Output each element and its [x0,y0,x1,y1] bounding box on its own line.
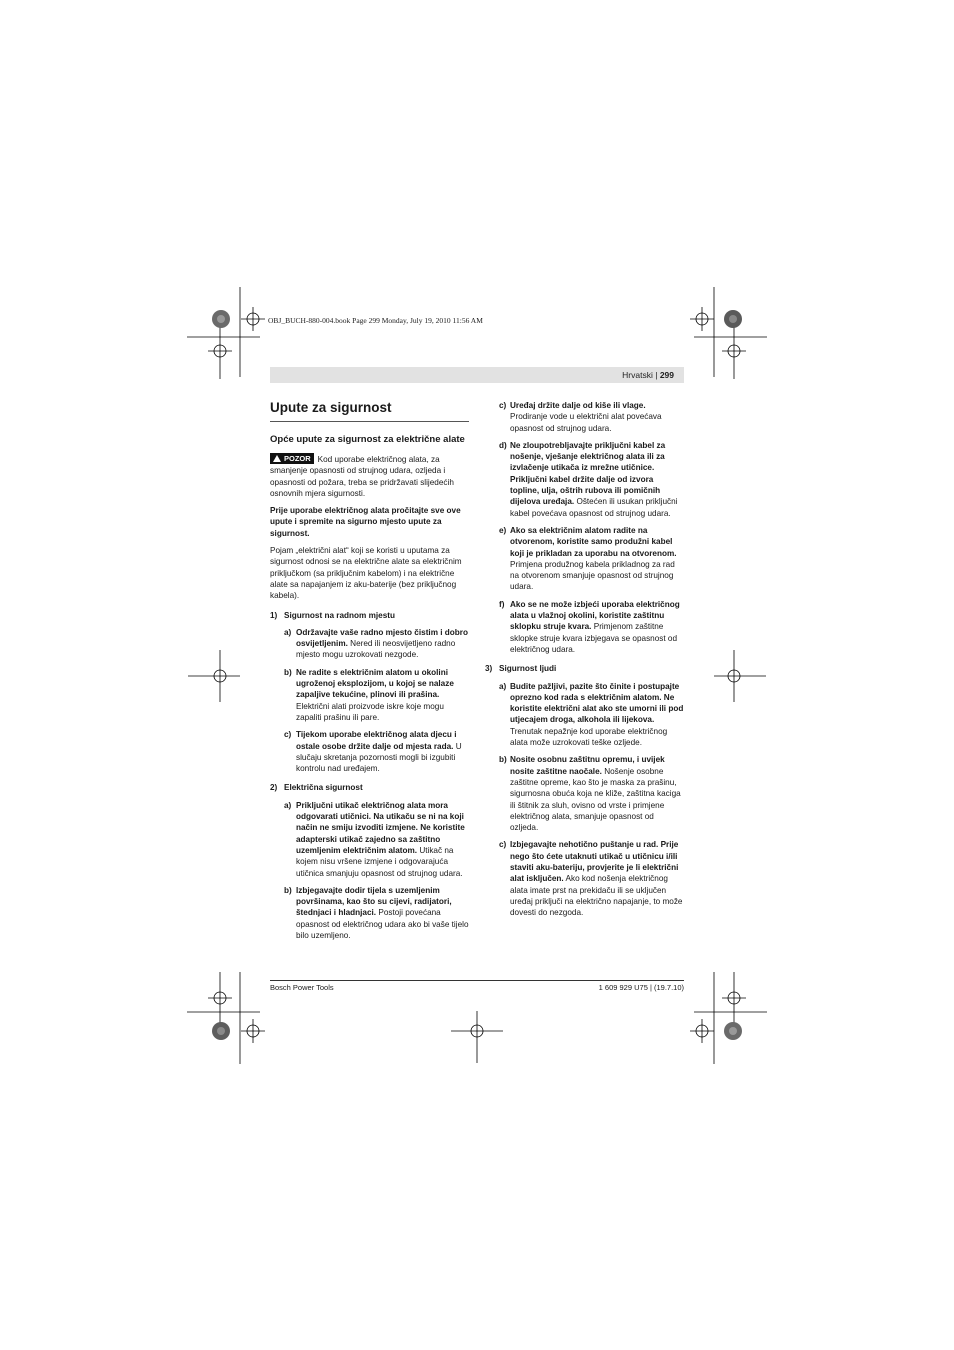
section-2-heading: 2) Električna sigurnost [270,783,363,793]
section-heading: Opće upute za sigurnost za električne alate [270,434,465,445]
warning-paragraph: POZOR Kod uporabe električnog alata, za smanjenje opasnosti od strujnog udara, ozljeda i opasnosti od požara, treba se pridržavati slijedećih osnovnih mjera sigurnosti. [270,454,454,498]
section-1-heading: 1) Sigurnost na radnom mjestu [270,610,395,620]
page-number: 299 [659,370,674,380]
page-title: Upute za sigurnost [270,400,392,415]
print-info-line: OBJ_BUCH-880-004.book Page 299 Monday, July 19, 2010 11:56 AM [268,316,483,325]
list-item: d) Ne zloupotrebljavajte priključni kabel za nošenje, vješanje električnog alata ili za izvlačenje utikača iz mrežne utičnice. Priključni kabel držite dalje od izvora topline, ulja, oštrih rubova ili pomičnih dijelova uređaja. Oštećen ili usukan priključni kabel povećava opasnost od strujnog udara. [499,440,678,518]
header-separator: | [655,370,658,380]
list-item: b) Ne radite s električnim alatom u okolini ugroženoj eksplozijom, u kojoj se nalaze zapaljive tekućine, plinovi ili prašina. Električni alati proizvode iskre koje mogu zapaliti prašinu ili pare. [284,667,454,722]
footer-docnumber: 1 609 929 U75 | (19.7.10) [598,983,684,992]
list-item: c) Izbjegavajte nehotično puštanje u rad. Prije nego što ćete utaknuti utikač u utičnicu i/ili staviti aku-bateriju, provjerite je li električni alat isključen. Ako kod nošenja električnog alata imate prst na prekidaču ili se uključen uređaj priključi na električno napajanje, to može dovesti do nezgoda. [499,840,683,918]
footer-brand: Bosch Power Tools [270,983,334,992]
list-item: a) Budite pažljivi, pazite što činite i postupajte oprezno kod rada s električnim alatom. Ne koristite električni alat ako ste umorni ili pod utjecajem droga, alkohola ili lijekova. Trenutak nepažnje kod uporabe električnog alata može uzrokovati teške ozljede. [499,681,684,748]
header-language: Hrvatski [622,370,653,380]
list-item: b) Izbjegavajte dodir tijela s uzemljenim površinama, kao što su cijevi, radijatori, štednjaci i hladnjaci. Postoji povećana opasnost od električnog udara ako bi vaše tijelo bilo uzemljeno. [284,885,469,940]
warning-badge: POZOR [270,453,314,464]
intro-bold: Prije uporabe električnog alata pročitajte sve ove upute i spremite na sigurno mjesto upute za sigurnost. [270,506,461,538]
intro-text: Pojam „električni alat“ koji se koristi u uputama za sigurnost odnosi se na električne alate sa električnim priključkom (sa priključnim kabelom) i na električne alate sa napajanjem iz aku-baterije (bez priključnog kabela). [270,546,462,601]
title-rule [270,421,469,422]
list-item: f) Ako se ne može izbjeći uporaba električnog alata u vlažnoj okolini, koristite zaštitnu sklopku struje kvara. Primjenom zaštitne sklopke struje kvara izbjegava se opasnost od električnog udara. [499,599,680,654]
running-header [270,367,684,383]
list-item: c) Uređaj držite dalje od kiše ili vlage. Prodiranje vode u električni alat povećava opasnost od strujnog udara. [499,401,662,433]
list-item: e) Ako sa električnim alatom radite na otvorenom, koristite samo produžni kabel koji je prikladan za uporabu na otvorenom. Primjena produžnog kabela prikladnog za rad na otvorenom smanjuje opasnost od strujnog udara. [499,525,677,592]
section-3-heading: 3) Sigurnost ljudi [485,664,557,674]
list-item: c) Tijekom uporabe električnog alata djecu i ostale osobe držite dalje od mjesta rada. U slučaju skretanja pozornosti mogli bi izgubiti kontrolu nad uređajem. [284,730,462,774]
list-item: a) Održavajte vaše radno mjesto čistim i dobro osvijetljenim. Nered ili neosvijetljeno radno mjesto mogu uzrokovati nezgode. [284,627,468,660]
right-column [485,400,684,924]
list-item: b) Nosite osobnu zaštitnu opremu, i uvijek nosite zaštitne naočale. Nošenje osobne zaštitne opreme, kao što je maska za prašinu, sigurnosna obuća koja ne kliže, zaštitna kaciga ili štitnik za sluh, ovisno od vrste i primjene električnog alata, smanjuje opasnost od ozljeda. [499,755,681,833]
warning-triangle-icon [273,455,281,462]
list-item: a) Priključni utikač električnog alata mora odgovarati utičnici. Na utikaču se ni na koji način ne smiju izvoditi izmjene. Ne koristite adapterski utikač zajedno sa zaštitno uzemljenim električnim alatom. Utikač na kojem nisu vršene izmjene i odgovarajuća utičnica smanjuju opasnost od strujnog udara. [284,800,465,878]
footer-rule [270,980,684,981]
left-column [270,400,469,947]
